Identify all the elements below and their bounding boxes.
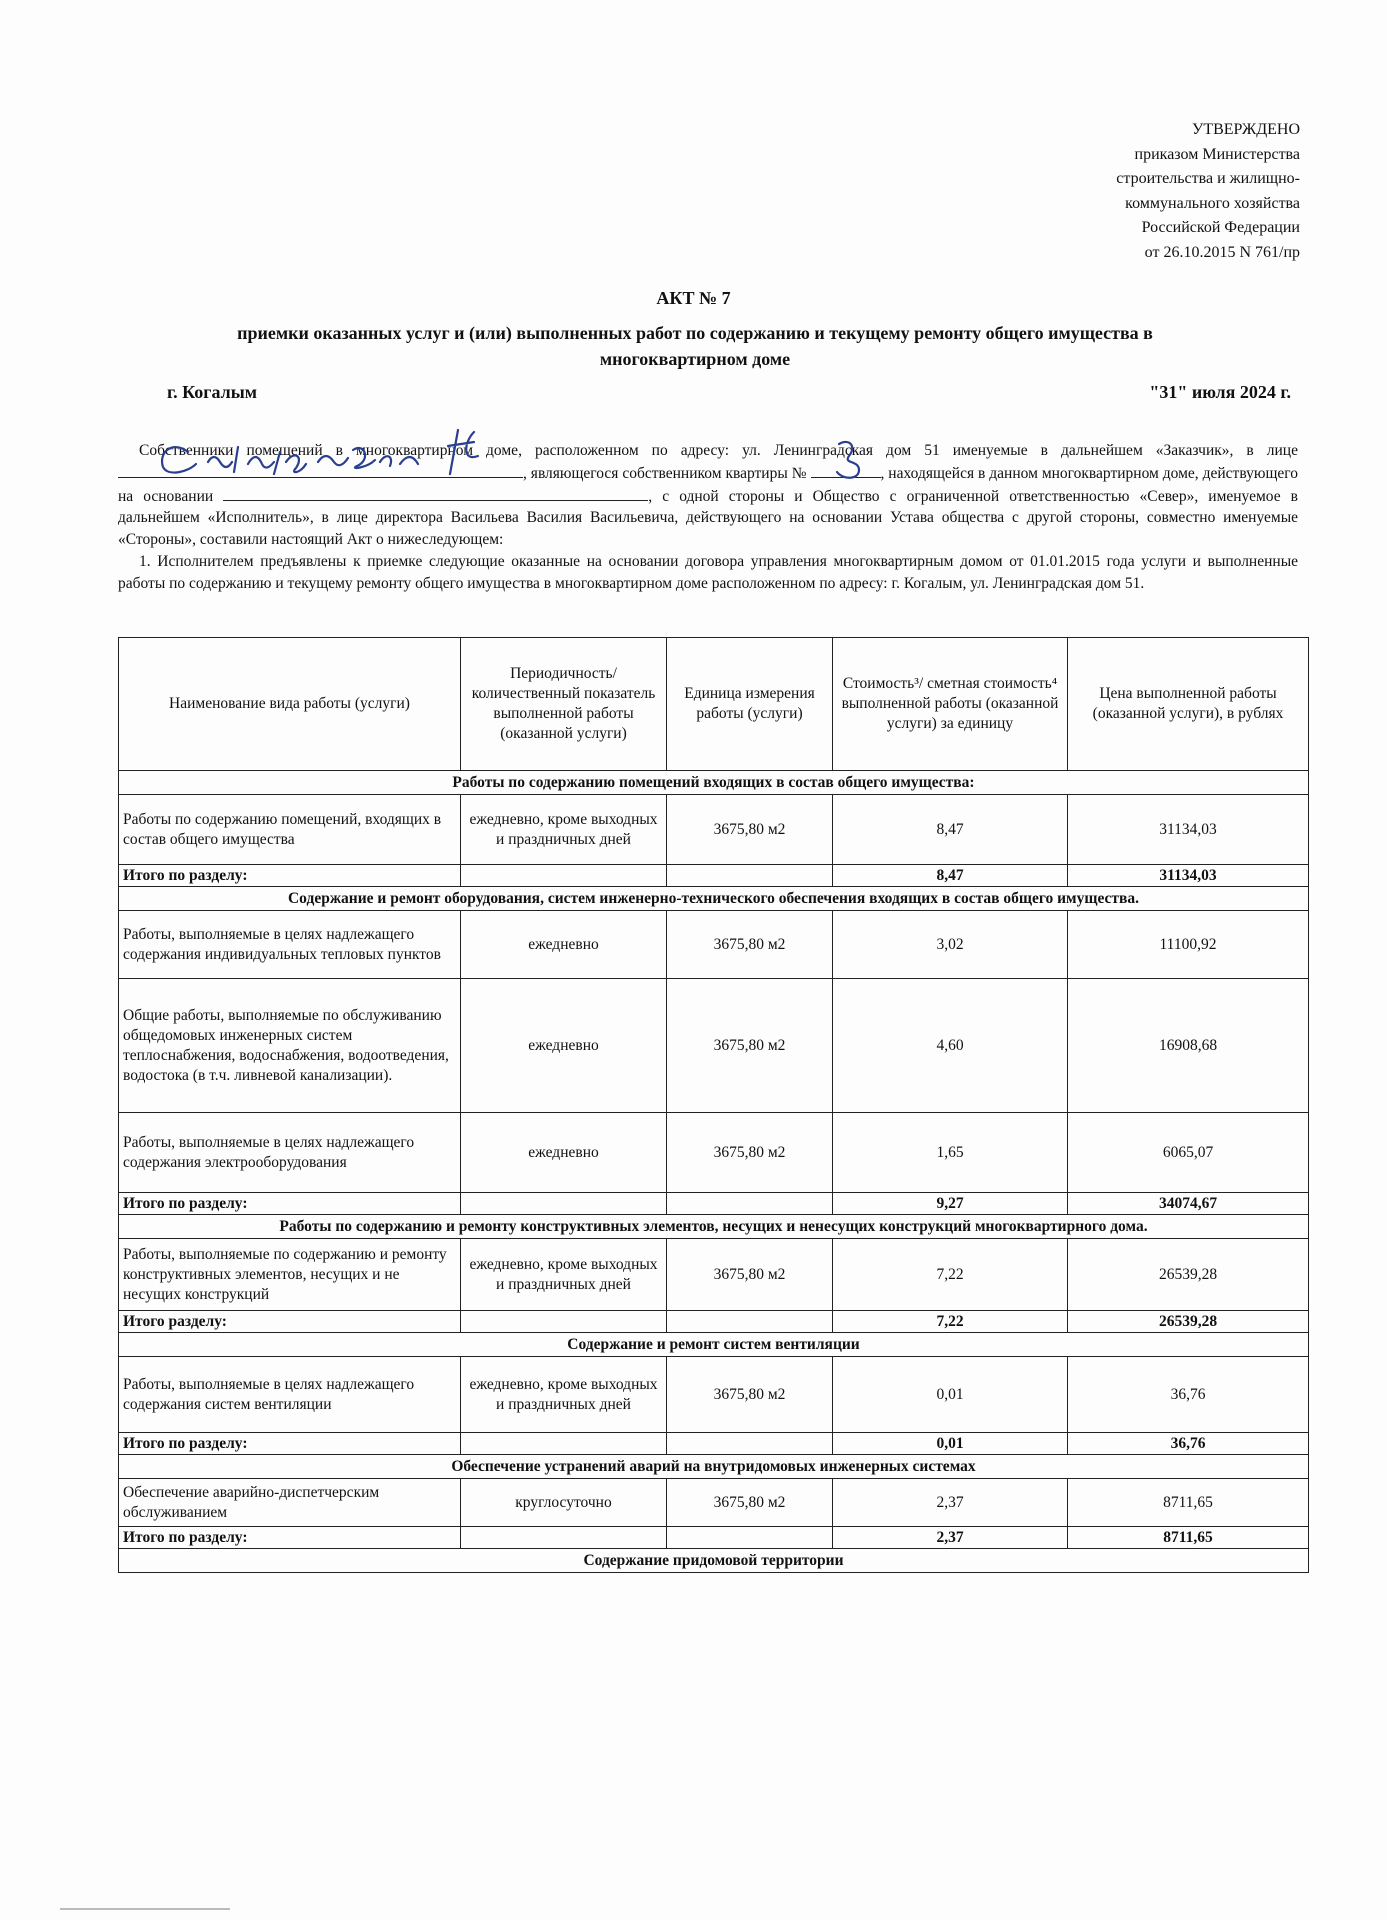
total-cost: 9,27 — [833, 1193, 1068, 1215]
total-cost: 8,47 — [833, 865, 1068, 887]
section-title: Работы по содержанию помещений входящих в состав общего имущества: — [119, 771, 1309, 795]
total-label: Итого по разделу: — [119, 1193, 461, 1215]
approval-line: строительства и жилищно- — [1116, 170, 1300, 187]
cell-price: 16908,68 — [1068, 979, 1309, 1113]
cell-cost: 0,01 — [833, 1357, 1068, 1433]
total-empty — [667, 1193, 833, 1215]
cell-unit: 3675,80 м2 — [667, 979, 833, 1113]
section-title: Содержание и ремонт оборудования, систем инженерно-технического обеспечения входящих в состав общего имущества. — [119, 887, 1309, 911]
cell-name: Работы, выполняемые в целях надлежащего содержания электрооборудования — [119, 1113, 461, 1193]
cell-periodicity: ежедневно — [461, 1113, 667, 1193]
total-price: 34074,67 — [1068, 1193, 1309, 1215]
total-price: 36,76 — [1068, 1433, 1309, 1455]
cell-periodicity: круглосуточно — [461, 1479, 667, 1527]
total-empty — [461, 865, 667, 887]
total-cost: 2,37 — [833, 1527, 1068, 1549]
intro-part-c: , находящейся в данном многоквартирном доме, действующего на основании — [118, 464, 1298, 505]
cell-unit: 3675,80 м2 — [667, 1239, 833, 1311]
intro-part-d: , с одной стороны и Общество с ограниченной ответственностью «Север», именуемое в дальнейшем «Исполнитель», в лице директора Васильева Василия Васильевича, действующего на основании Устава общества с другой стороны, совместно именуемые «Стороны», составили настоящий Акт о нижеследующем: — [118, 487, 1298, 549]
representative-name-field — [118, 462, 523, 478]
section-title: Содержание и ремонт систем вентиляции — [119, 1333, 1309, 1357]
cell-name: Обеспечение аварийно-диспетчерским обслуживанием — [119, 1479, 461, 1527]
cell-price: 6065,07 — [1068, 1113, 1309, 1193]
section-total-row — [119, 1433, 1309, 1455]
table-row — [119, 1113, 1309, 1193]
section-total-row — [119, 1311, 1309, 1333]
cell-unit: 3675,80 м2 — [667, 1113, 833, 1193]
section-total-row — [119, 1193, 1309, 1215]
cell-cost: 7,22 — [833, 1239, 1068, 1311]
act-subtitle: приемки оказанных услуг и (или) выполненных работ по содержанию и текущему ремонту общего имущества в многоквартирном доме — [237, 323, 1153, 369]
section-total-row — [119, 865, 1309, 887]
section-title: Работы по содержанию и ремонту конструктивных элементов, несущих и ненесущих конструкций многоквартирного дома. — [119, 1215, 1309, 1239]
cell-periodicity: ежедневно — [461, 979, 667, 1113]
section-row — [119, 1455, 1309, 1479]
act-date: "31" июля 2024 г. — [1149, 382, 1291, 402]
cell-name: Работы, выполняемые по содержанию и ремонту конструктивных элементов, несущих и не несущих конструкций — [119, 1239, 461, 1311]
intro-part-b: , являющегося собственником квартиры № — [523, 464, 807, 482]
table-header-row — [119, 638, 1309, 771]
section-row — [119, 1333, 1309, 1357]
approval-line: коммунального хозяйства — [1125, 194, 1300, 212]
cell-name: Работы по содержанию помещений, входящих в состав общего имущества — [119, 795, 461, 865]
header-price: Цена выполненной работы (оказанной услуги), в рублях — [1068, 638, 1309, 771]
table-row — [119, 1357, 1309, 1433]
cell-price: 36,76 — [1068, 1357, 1309, 1433]
cell-periodicity: ежедневно, кроме выходных и праздничных дней — [461, 1239, 667, 1311]
basis-blank — [223, 485, 648, 501]
table-row — [119, 1479, 1309, 1527]
total-empty — [667, 1311, 833, 1333]
total-label: Итого по разделу: — [119, 865, 461, 887]
apartment-number-field — [811, 462, 881, 478]
approval-line: УТВЕРЖДЕНО — [1191, 121, 1300, 138]
section-row — [119, 887, 1309, 911]
cell-price: 26539,28 — [1068, 1239, 1309, 1311]
cell-unit: 3675,80 м2 — [667, 1479, 833, 1527]
cell-price: 11100,92 — [1068, 911, 1309, 979]
intro-paragraph-2-text: 1. Исполнителем предъявлены к приемке следующие оказанные на основании договора управления многоквартирным домом от 01.01.2015 года услуги и выполненные работы по содержанию и текущему ремонту общего имущества в многоквартирном доме расположенном по адресу: г. Когалым, ул. Ленинградская дом 51. — [118, 552, 1298, 592]
section-row — [119, 1215, 1309, 1239]
header-unit: Единица измерения работы (услуги) — [667, 638, 833, 771]
table-row — [119, 979, 1309, 1113]
section-title: Содержание придомовой территории — [119, 1549, 1309, 1573]
cell-periodicity: ежедневно, кроме выходных и праздничных дней — [461, 1357, 667, 1433]
table-row — [119, 911, 1309, 979]
cell-cost: 3,02 — [833, 911, 1068, 979]
cell-price: 8711,65 — [1068, 1479, 1309, 1527]
act-title: АКТ № 7 — [656, 288, 731, 308]
cell-name: Работы, выполняемые в целях надлежащего содержания систем вентиляции — [119, 1357, 461, 1433]
total-price: 31134,03 — [1068, 865, 1309, 887]
total-label: Итого разделу: — [119, 1311, 461, 1333]
scan-artifact — [60, 1908, 230, 1910]
total-cost: 0,01 — [833, 1433, 1068, 1455]
total-price: 26539,28 — [1068, 1311, 1309, 1333]
cell-cost: 1,65 — [833, 1113, 1068, 1193]
cell-unit: 3675,80 м2 — [667, 795, 833, 865]
act-city: г. Когалым — [167, 382, 258, 402]
intro-paragraph-1 — [118, 440, 1298, 551]
total-label: Итого по разделу: — [119, 1433, 461, 1455]
cell-price: 31134,03 — [1068, 795, 1309, 865]
cell-cost: 8,47 — [833, 795, 1068, 865]
approval-line: Российской Федерации — [1141, 219, 1300, 236]
approval-line: приказом Министерства — [1134, 145, 1300, 163]
section-row — [119, 771, 1309, 795]
approval-line: от 26.10.2015 N 761/пр — [1144, 243, 1300, 261]
total-empty — [461, 1193, 667, 1215]
approval-stamp-block — [1000, 118, 1300, 265]
section-title: Обеспечение устранений аварий на внутридомовых инженерных системах — [119, 1455, 1309, 1479]
cell-unit: 3675,80 м2 — [667, 911, 833, 979]
cell-name: Работы, выполняемые в целях надлежащего содержания индивидуальных тепловых пунктов — [119, 911, 461, 979]
cell-unit: 3675,80 м2 — [667, 1357, 833, 1433]
works-table — [118, 637, 1309, 1573]
header-periodicity: Периодичность/ количественный показатель выполненной работы (оказанной услуги) — [461, 638, 667, 771]
cell-cost: 4,60 — [833, 979, 1068, 1113]
total-cost: 7,22 — [833, 1311, 1068, 1333]
intro-part-a: Собственники помещений в многоквартирном доме, расположенном по адресу: ул. Ленинградская дом 51 именуемые в дальнейшем «Заказчик», в лице — [139, 442, 1298, 459]
header-cost: Стоимость³/ сметная стоимость⁴ выполненной работы (оказанной услуги) за единицу — [833, 638, 1068, 771]
total-empty — [667, 1527, 833, 1549]
section-total-row — [119, 1527, 1309, 1549]
table-row — [119, 795, 1309, 865]
cell-cost: 2,37 — [833, 1479, 1068, 1527]
total-empty — [461, 1311, 667, 1333]
total-price: 8711,65 — [1068, 1527, 1309, 1549]
total-empty — [461, 1527, 667, 1549]
cell-periodicity: ежедневно, кроме выходных и праздничных дней — [461, 795, 667, 865]
total-label: Итого по разделу: — [119, 1527, 461, 1549]
total-empty — [461, 1433, 667, 1455]
cell-name: Общие работы, выполняемые по обслуживанию общедомовых инженерных систем теплоснабжения, водоснабжения, водоотведения, водостока (в т.ч. ливневой канализации). — [119, 979, 461, 1113]
intro-paragraph-2 — [118, 551, 1298, 595]
intro-text — [118, 440, 1298, 595]
total-empty — [667, 865, 833, 887]
header-name: Наименование вида работы (услуги) — [119, 638, 461, 771]
cell-periodicity: ежедневно — [461, 911, 667, 979]
table-row — [119, 1239, 1309, 1311]
total-empty — [667, 1433, 833, 1455]
section-row — [119, 1549, 1309, 1573]
